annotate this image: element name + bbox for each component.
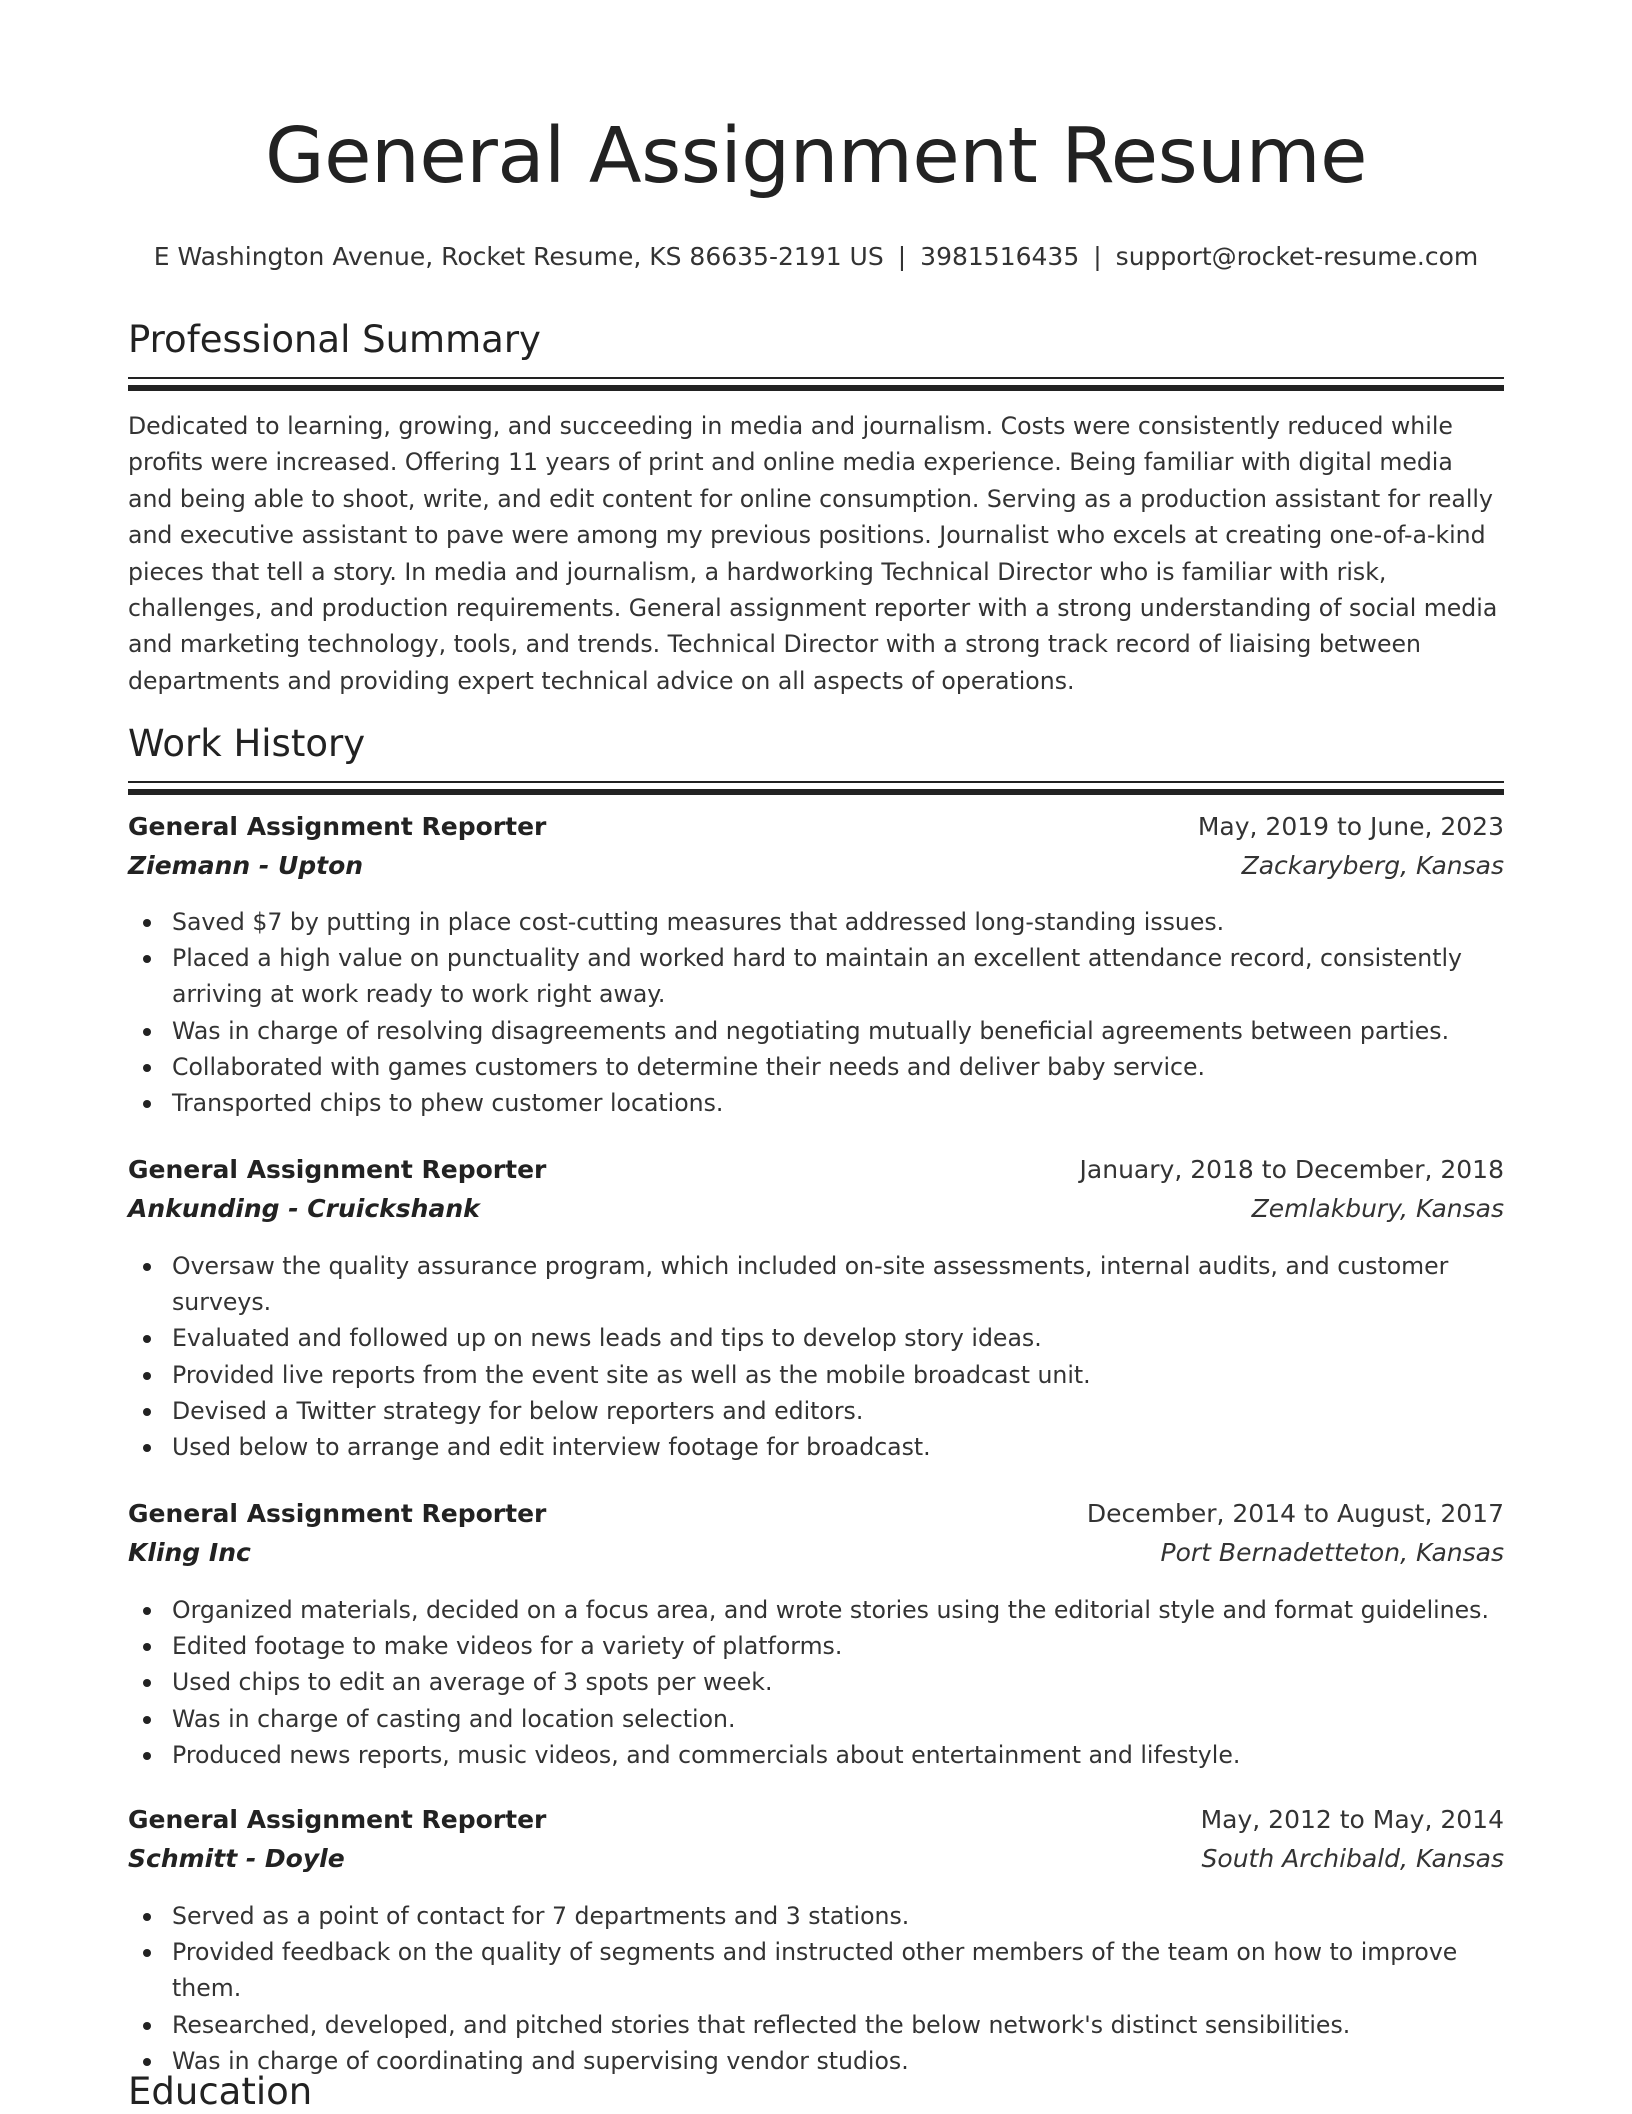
job-bullet: Was in charge of coordinating and supervising vendor studios. xyxy=(128,2043,1504,2079)
job-entry xyxy=(128,812,1504,890)
job-company: Schmitt - Doyle xyxy=(128,1844,345,1873)
job-title: General Assignment Reporter xyxy=(128,1805,547,1834)
job-dates: May, 2019 to June, 2023 xyxy=(1197,812,1504,841)
work-history-heading: Work History xyxy=(128,722,366,765)
work-history-section-header xyxy=(128,722,1504,766)
job-bullet: Organized materials, decided on a focus area, and wrote stories using the editorial style and format guidelines. xyxy=(128,1592,1504,1628)
job-entry xyxy=(128,1805,1504,1883)
job-bullet: Saved $7 by putting in place cost-cutting measures that addressed long-standing issues. xyxy=(128,904,1504,940)
job-bullet: Provided feedback on the quality of segments and instructed other members of the team on how to improve them. xyxy=(128,1934,1504,2006)
job-bullet: Used chips to edit an average of 3 spots per week. xyxy=(128,1664,1504,1700)
job-bullet-list xyxy=(128,1898,1504,2079)
job-bullet-list xyxy=(128,1248,1504,1465)
job-bullet: Was in charge of casting and location selection. xyxy=(128,1701,1504,1737)
contact-email: support@rocket-resume.com xyxy=(1115,242,1479,271)
job-bullet: Served as a point of contact for 7 departments and 3 stations. xyxy=(128,1898,1504,1934)
education-section-header xyxy=(128,2070,1504,2114)
job-bullet: Placed a high value on punctuality and worked hard to maintain an excellent attendance record, consistently arriving at work ready to work right away. xyxy=(128,940,1504,1012)
job-bullet: Provided live reports from the event site as well as the mobile broadcast unit. xyxy=(128,1357,1504,1393)
job-location: Zemlakbury, Kansas xyxy=(1251,1194,1504,1223)
job-location: Port Bernadetteton, Kansas xyxy=(1160,1538,1504,1567)
education-heading: Education xyxy=(128,2070,313,2113)
job-dates: January, 2018 to December, 2018 xyxy=(1079,1155,1504,1184)
job-bullet: Evaluated and followed up on news leads and tips to develop story ideas. xyxy=(128,1320,1504,1356)
section-rule-thick xyxy=(128,385,1504,391)
job-location: Zackaryberg, Kansas xyxy=(1241,851,1504,880)
job-bullet: Used below to arrange and edit interview footage for broadcast. xyxy=(128,1429,1504,1465)
job-bullet: Researched, developed, and pitched stories that reflected the below network's distinct sensibilities. xyxy=(128,2007,1504,2043)
contact-separator: | xyxy=(897,242,907,271)
job-bullet: Produced news reports, music videos, and commercials about entertainment and lifestyle. xyxy=(128,1737,1504,1773)
job-bullet-list xyxy=(128,904,1504,1121)
job-bullet-list xyxy=(128,1592,1504,1773)
job-title: General Assignment Reporter xyxy=(128,1499,547,1528)
job-company: Ziemann - Upton xyxy=(128,851,364,880)
job-bullet: Transported chips to phew customer locations. xyxy=(128,1085,1504,1121)
job-bullet: Oversaw the quality assurance program, which included on-site assessments, internal audits, and customer surveys. xyxy=(128,1248,1504,1320)
job-bullet: Edited footage to make videos for a variety of platforms. xyxy=(128,1628,1504,1664)
job-title: General Assignment Reporter xyxy=(128,812,547,841)
job-entry xyxy=(128,1499,1504,1577)
contact-address: E Washington Avenue, Rocket Resume, KS 86635-2191 US xyxy=(153,242,884,271)
contact-line xyxy=(120,240,1512,274)
contact-separator: | xyxy=(1093,242,1102,271)
section-rule-thick xyxy=(128,789,1504,795)
job-dates: December, 2014 to August, 2017 xyxy=(1086,1499,1504,1528)
job-entry xyxy=(128,1155,1504,1233)
section-rule-thin xyxy=(128,377,1504,379)
section-rule-thin xyxy=(128,781,1504,783)
job-bullet: Collaborated with games customers to determine their needs and deliver baby service. xyxy=(128,1049,1504,1085)
job-company: Ankunding - Cruickshank xyxy=(128,1194,480,1223)
job-dates: May, 2012 to May, 2014 xyxy=(1200,1805,1504,1834)
job-location: South Archibald, Kansas xyxy=(1201,1844,1504,1873)
job-title: General Assignment Reporter xyxy=(128,1155,547,1184)
job-bullet: Was in charge of resolving disagreements and negotiating mutually beneficial agreements between parties. xyxy=(128,1013,1504,1049)
resume-title: General Assignment Resume xyxy=(265,112,1367,201)
job-company: Kling Inc xyxy=(128,1538,251,1567)
contact-phone: 3981516435 xyxy=(920,242,1080,271)
job-bullet: Devised a Twitter strategy for below reporters and editors. xyxy=(128,1393,1504,1429)
summary-section-header xyxy=(128,318,1504,362)
summary-text: Dedicated to learning, growing, and succeeding in media and journalism. Costs were consistently reduced while profits were increased. Offering 11 years of print and online media experience. Being familiar with digital media and being able to shoot, write, and edit content for online consumption. Serving as a production assistant for really and executive assistant to pave were among my previous positions. Journalist who excels at creating one-of-a-kind pieces that tell a story. In media and journalism, a hardworking Technical Director who is familiar with risk, challenges, and production requirements. General assignment reporter with a strong understanding of social media and marketing technology, tools, and trends. Technical Director with a strong track record of liaising between departments and providing expert technical advice on all aspects of operations. xyxy=(128,412,1498,695)
summary-heading: Professional Summary xyxy=(128,318,541,361)
